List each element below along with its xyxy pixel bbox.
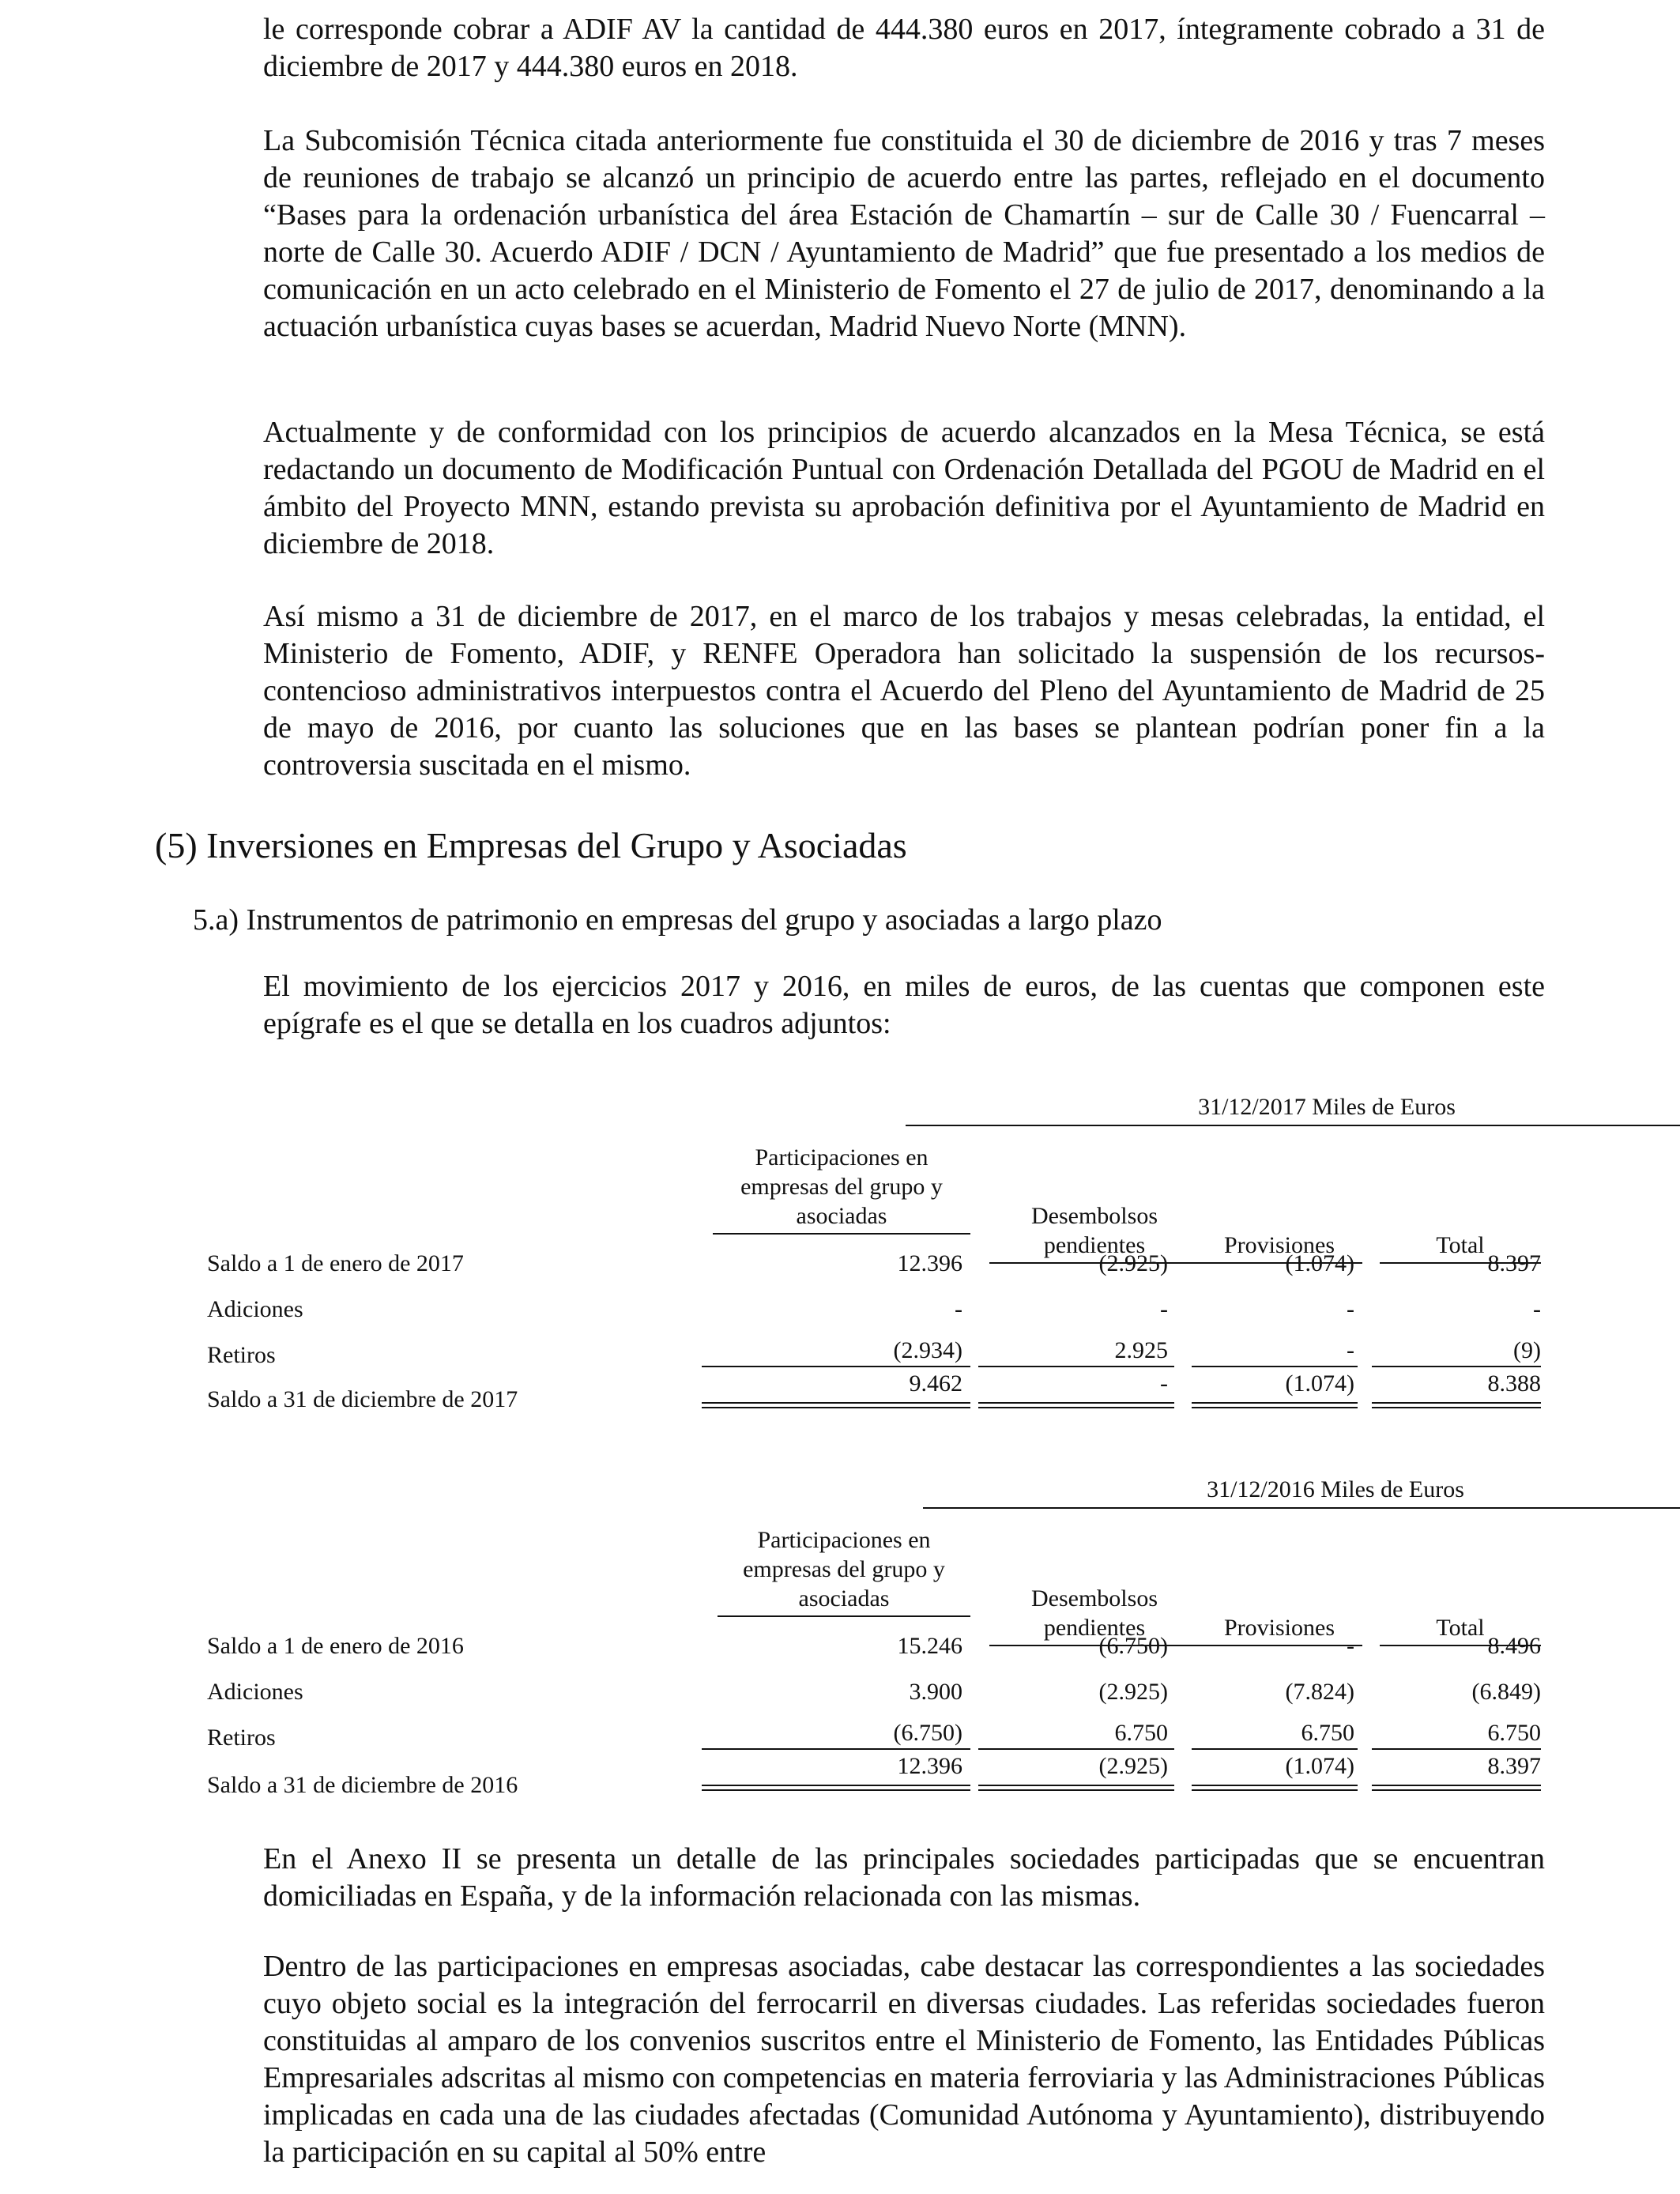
section-heading: (5) Inversiones en Empresas del Grupo y Asociadas [155, 825, 907, 865]
paragraph-suspension-recursos: Así mismo a 31 de diciembre de 2017, en el marco de los trabajos y mesas celebradas, la entidad, el Ministerio de Fomento, ADIF, y RENFE Operadora han solicitado la suspensión de los recursos-contencioso administrativos interpuestos contra el Acuerdo del Pleno del Ayuntamiento de Madrid de 25 de mayo de 2016, por cuanto las soluciones que en las bases se plantean podrían poner fin a la controversia suscitada en el mismo. [263, 600, 1545, 782]
table-2017-cell: (2.925) [1098, 1250, 1168, 1276]
table-2017-cell: 12.396 [897, 1250, 962, 1276]
paragraph-movimiento-intro: El movimiento de los ejercicios 2017 y 2016, en miles de euros, de las cuentas que componen este epígrafe es el que se detalla en los cuadros adjuntos: [263, 970, 1545, 1040]
table-2017-col-desembolsos: Desembolsos pendientes [989, 1201, 1200, 1264]
table-2017-cell: - [1160, 1296, 1168, 1322]
table-2016-cell: (2.925) [1098, 1679, 1168, 1705]
table-2016-cell: - [1347, 1633, 1354, 1659]
table-2016-col-participaciones: Participaciones en empresas del grupo y asociadas [718, 1525, 970, 1617]
table-2017-col-total: Total [1380, 1231, 1541, 1264]
paragraph-subcomision: La Subcomisión Técnica citada anteriormente fue constituida el 30 de diciembre de 2016 y tras 7 meses de reuniones de trabajo se alcanzó un principio de acuerdo entre las partes, reflejado en el documento “Bases para la ordenación urbanística del área Estación de Chamartín – sur de Calle 30 / Fuencarral – norte de Calle 30. Acuerdo ADIF / DCN / Ayuntamiento de Madrid” que fue presentado a los medios de comunicación en un acto celebrado en el Ministerio de Fomento el 27 de julio de 2017, denominando a la actuación urbanística cuyas bases se acuerdan, Madrid Nuevo Norte (MNN). [263, 124, 1545, 343]
paragraph-modificacion-puntual: Actualmente y de conformidad con los principios de acuerdo alcanzados en la Mesa Técnica, se está redactando un documento de Modificación Puntual con Ordenación Detallada del PGOU de Madrid en el ámbito del Proyecto MNN, estando prevista su aprobación definitiva por el Ayuntamiento de Madrid en diciembre de 2018. [263, 416, 1545, 560]
table-2016-row-label: Adiciones [207, 1679, 303, 1705]
table-2016-col-provisiones: Provisiones [1196, 1613, 1362, 1646]
table-2017-cell: (2.934) [893, 1337, 962, 1363]
table-2017-cell: 8.388 [1487, 1370, 1541, 1397]
table-2016-title: 31/12/2016 Miles de Euros [923, 1475, 1680, 1509]
table-2017-row-label: Saldo a 31 de diciembre de 2017 [207, 1386, 518, 1412]
table-2016-cell: (6.750) [1098, 1633, 1168, 1659]
table-2016-cell: 6.750 [1301, 1720, 1354, 1746]
table-2017-row-label: Adiciones [207, 1296, 303, 1322]
table-2017-row-label: Saldo a 1 de enero de 2017 [207, 1250, 464, 1276]
table-2017-cell: (9) [1513, 1337, 1541, 1363]
table-2017-cell: - [1160, 1370, 1168, 1397]
table-2016-cell: 6.750 [1114, 1720, 1168, 1746]
table-2017-cell: 2.925 [1114, 1337, 1168, 1363]
table-2016-cell: 12.396 [897, 1753, 962, 1779]
table-2016-row-label: Saldo a 31 de diciembre de 2016 [207, 1772, 518, 1798]
table-2016-col-desembolsos: Desembolsos pendientes [989, 1584, 1200, 1646]
paragraph-anexo-ii: En el Anexo II se presenta un detalle de las principales sociedades participadas que se encuentran domiciliadas en España, y de la información relacionada con las mismas. [263, 1842, 1545, 1913]
table-2017-cell: - [1347, 1337, 1354, 1363]
table-2016-cell: (6.849) [1471, 1679, 1541, 1705]
table-2016-col-total: Total [1380, 1613, 1541, 1646]
table-2016-cell: (7.824) [1285, 1679, 1354, 1705]
table-2017-cell: 9.462 [909, 1370, 962, 1397]
section-subheading: 5.a) Instrumentos de patrimonio en empresas del grupo y asociadas a largo plazo [193, 903, 1162, 937]
table-2017-col-provisiones: Provisiones [1196, 1231, 1362, 1264]
table-2016-cell: 8.397 [1487, 1753, 1541, 1779]
table-2016-cell: 15.246 [897, 1633, 962, 1659]
table-2017-cell: 8.397 [1487, 1250, 1541, 1276]
table-2016-cell: (2.925) [1098, 1753, 1168, 1779]
table-2016-cell: (1.074) [1285, 1753, 1354, 1779]
table-2017-cell: (1.074) [1285, 1370, 1354, 1397]
paragraph-adif-payment: le corresponde cobrar a ADIF AV la cantidad de 444.380 euros en 2017, íntegramente cobrado a 31 de diciembre de 2017 y 444.380 euros en 2018. [263, 13, 1545, 83]
table-2017-cell: - [1347, 1296, 1354, 1322]
table-2017-cell: (1.074) [1285, 1250, 1354, 1276]
table-2017-cell: - [1533, 1296, 1541, 1322]
table-2016-cell: (6.750) [893, 1720, 962, 1746]
table-2016 [207, 1475, 1546, 1807]
table-2016-cell: 6.750 [1487, 1720, 1541, 1746]
table-2017-cell: - [955, 1296, 962, 1322]
table-2016-cell: 3.900 [909, 1679, 962, 1705]
table-2016-row-label: Saldo a 1 de enero de 2016 [207, 1633, 464, 1659]
table-2016-row-label: Retiros [207, 1725, 276, 1751]
table-2017-row-label: Retiros [207, 1342, 276, 1368]
table-2017-title: 31/12/2017 Miles de Euros [906, 1092, 1680, 1126]
paragraph-integracion-ferrocarril: Dentro de las participaciones en empresas asociadas, cabe destacar las correspondientes a las sociedades cuyo objeto social es la integración del ferrocarril en diversas ciudades. Las referidas sociedades fueron constituidas al amparo de los convenios suscritos entre el Ministerio de Fomento, las Entidades Públicas Empresariales adscritas al mismo con competencias en materia ferroviaria y las Administraciones Públicas implicadas en cada una de las ciudades afectadas (Comunidad Autónoma y Ayuntamiento), distribuyendo la participación en su capital al 50% entre [263, 1950, 1545, 2169]
table-2016-cell: 8.496 [1487, 1633, 1541, 1659]
table-2017 [207, 1092, 1546, 1432]
table-2017-col-participaciones: Participaciones en empresas del grupo y asociadas [713, 1143, 970, 1235]
